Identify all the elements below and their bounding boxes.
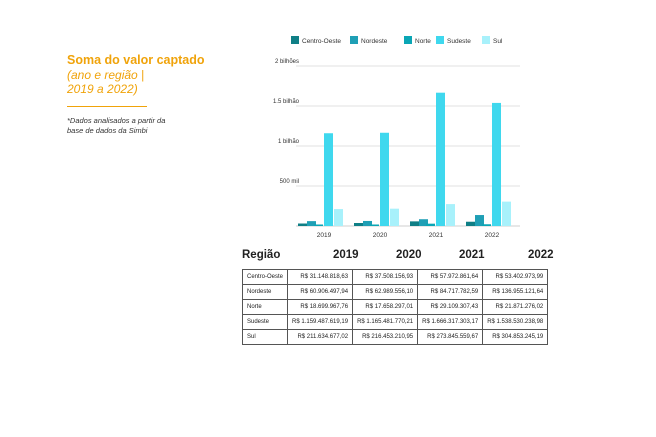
table-header-region: Região — [242, 249, 281, 261]
table-row — [243, 300, 548, 315]
table-region-cell: Sudeste — [243, 315, 288, 330]
table-value-cell: R$ 1.159.487.619,19 — [288, 315, 353, 330]
bar — [426, 224, 435, 226]
bar — [354, 223, 363, 226]
table-value-cell: R$ 29.109.307,43 — [418, 300, 483, 315]
legend-swatch — [291, 36, 299, 44]
data-table — [242, 269, 548, 345]
bar — [466, 222, 475, 226]
bar — [324, 133, 333, 226]
bar — [482, 224, 491, 226]
table-row — [243, 330, 548, 345]
x-tick-label: 2020 — [372, 232, 388, 239]
table-value-cell: R$ 53.402.973,99 — [483, 270, 548, 285]
table-value-cell: R$ 216.453.210,95 — [353, 330, 418, 345]
table-header-year: 2020 — [396, 249, 422, 261]
bar — [410, 221, 419, 226]
table-value-cell: R$ 18.699.967,76 — [288, 300, 353, 315]
table-value-cell: R$ 1.165.481.770,21 — [353, 315, 418, 330]
chart-title: Soma do valor captado — [67, 53, 205, 67]
table-header-year: 2019 — [333, 249, 359, 261]
legend-swatch — [436, 36, 444, 44]
x-tick-label: 2019 — [316, 232, 332, 239]
source-note: *Dados analisados a partir da base de dados da Simbi — [67, 116, 166, 135]
bar — [334, 209, 343, 226]
bar — [492, 103, 501, 226]
bar — [314, 225, 323, 227]
table-value-cell: R$ 304.853.245,19 — [483, 330, 548, 345]
y-tick-label: 1 bilhão — [277, 139, 299, 145]
table-value-cell: R$ 60.906.497,94 — [288, 285, 353, 300]
table-value-cell: R$ 31.148.818,63 — [288, 270, 353, 285]
bar — [380, 133, 389, 226]
chart-subtitle: (ano e região | 2019 a 2022) — [67, 68, 145, 96]
bar — [436, 93, 445, 226]
table-row — [243, 315, 548, 330]
table-value-cell: R$ 273.845.559,67 — [418, 330, 483, 345]
bar — [298, 224, 307, 226]
y-tick-label: 500 mil — [279, 179, 299, 185]
y-tick-label: 2 bilhões — [274, 59, 299, 65]
legend-label: Centro-Oeste — [302, 38, 342, 45]
table-row — [243, 270, 548, 285]
table-value-cell: R$ 1.666.317.303,17 — [418, 315, 483, 330]
legend-label: Sul — [493, 38, 503, 45]
bar — [446, 204, 455, 226]
table-header-year: 2022 — [528, 249, 554, 261]
legend-label: Nordeste — [361, 38, 388, 45]
bar — [502, 202, 511, 226]
legend-swatch — [350, 36, 358, 44]
table-value-cell: R$ 84.717.782,59 — [418, 285, 483, 300]
table-value-cell: R$ 211.634.677,02 — [288, 330, 353, 345]
x-tick-label: 2021 — [428, 232, 444, 239]
legend-label: Norte — [415, 38, 431, 45]
table-value-cell: R$ 21.871.276,02 — [483, 300, 548, 315]
legend-label: Sudeste — [447, 38, 471, 45]
table-region-cell: Nordeste — [243, 285, 288, 300]
table-region-cell: Sul — [243, 330, 288, 345]
table-header-year: 2021 — [459, 249, 485, 261]
table-value-cell: R$ 37.508.156,93 — [353, 270, 418, 285]
table-value-cell: R$ 17.658.297,01 — [353, 300, 418, 315]
legend-swatch — [404, 36, 412, 44]
table-region-cell: Norte — [243, 300, 288, 315]
table-row — [243, 285, 548, 300]
x-tick-label: 2022 — [484, 232, 500, 239]
bar — [390, 209, 399, 226]
table-value-cell: R$ 57.972.861,64 — [418, 270, 483, 285]
table-value-cell: R$ 62.989.556,10 — [353, 285, 418, 300]
table-value-cell: R$ 136.955.121,64 — [483, 285, 548, 300]
table-value-cell: R$ 1.538.530.238,98 — [483, 315, 548, 330]
bar — [370, 225, 379, 227]
table-region-cell: Centro-Oeste — [243, 270, 288, 285]
y-tick-label: 1.5 bilhão — [272, 99, 299, 105]
legend-swatch — [482, 36, 490, 44]
